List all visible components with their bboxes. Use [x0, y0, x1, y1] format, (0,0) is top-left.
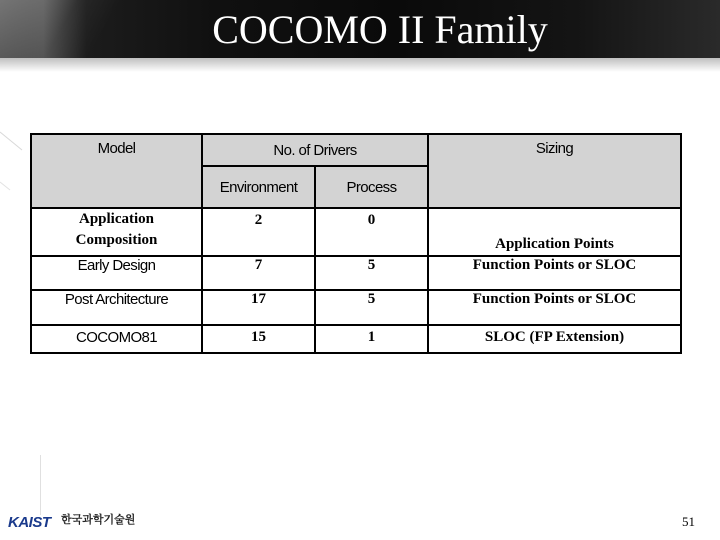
table-row — [31, 325, 681, 353]
title-bar-shadow — [0, 58, 720, 72]
process-cell: 1 — [315, 325, 428, 353]
process-cell: 5 — [315, 290, 428, 325]
header-environment: Environment — [202, 166, 315, 208]
model-cell: Early Design — [31, 256, 202, 290]
environment-cell: 17 — [202, 290, 315, 325]
table-row — [31, 256, 681, 290]
model-cell: Application Composition — [31, 208, 202, 256]
process-cell: 5 — [315, 256, 428, 290]
kaist-wordmark: KAIST — [8, 514, 51, 531]
sizing-cell: SLOC (FP Extension) — [428, 325, 681, 353]
table-row — [31, 208, 681, 256]
kaist-logo — [8, 514, 135, 536]
environment-cell: 15 — [202, 325, 315, 353]
cocomo-family-table — [30, 133, 682, 354]
header-model: Model — [31, 134, 202, 208]
sizing-cell: Function Points or SLOC — [428, 256, 681, 290]
model-cell: Post Architecture — [31, 290, 202, 325]
header-sizing: Sizing — [428, 134, 681, 208]
sizing-cell: Application Points — [428, 208, 681, 256]
page-number: 51 — [682, 514, 695, 529]
model-cell: COCOMO81 — [31, 325, 202, 353]
slide-title: COCOMO II Family — [212, 7, 548, 52]
table-header-row — [31, 134, 681, 166]
sizing-cell: Function Points or SLOC — [428, 290, 681, 325]
environment-cell: 2 — [202, 208, 315, 256]
footer-divider — [40, 455, 41, 515]
korean-institution-name: 한국과학기술원 — [60, 514, 136, 526]
table-row — [31, 290, 681, 325]
header-process: Process — [315, 166, 428, 208]
header-no-of-drivers: No. of Drivers — [202, 134, 428, 166]
environment-cell: 7 — [202, 256, 315, 290]
process-cell: 0 — [315, 208, 428, 256]
